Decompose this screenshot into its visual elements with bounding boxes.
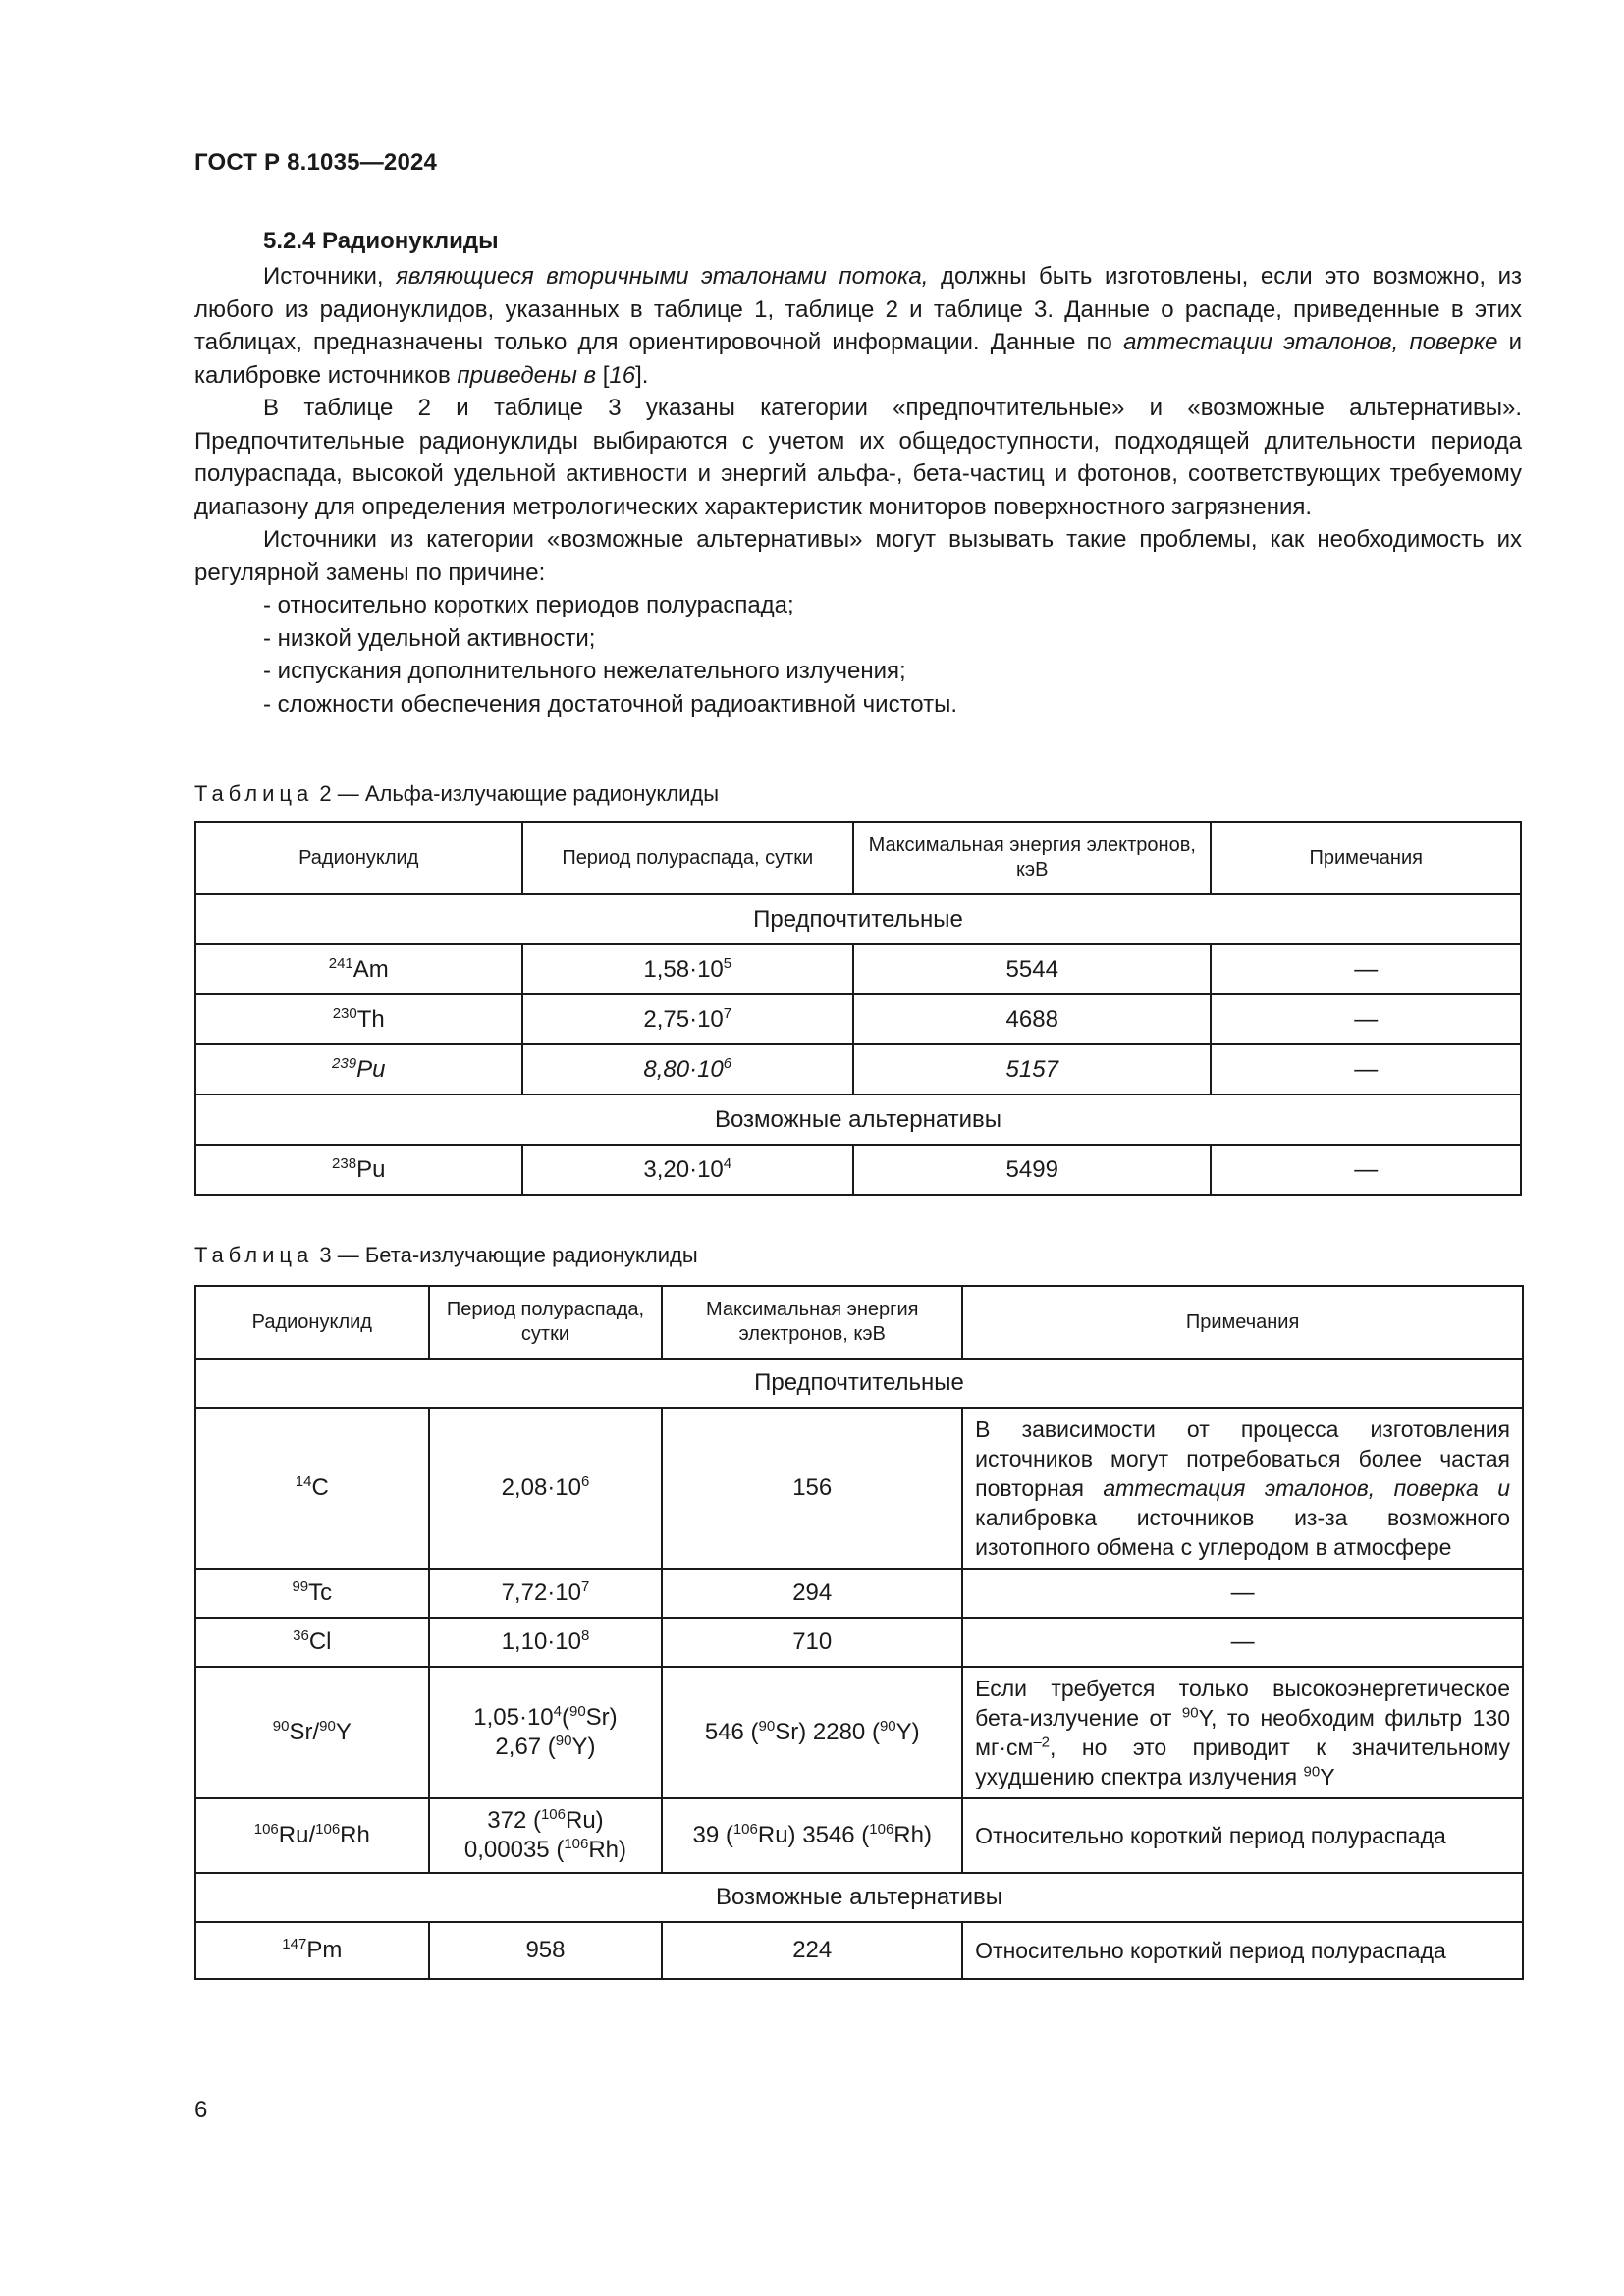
cell-half-life: $2,08\cdot 10^6$ — [429, 1408, 663, 1569]
cell-half-life: 372 ($^{106}$Ru) 0,00035 ($^{106}$Rh) — [429, 1798, 663, 1873]
cell-nuclide: $^{238}$Pu — [195, 1145, 522, 1195]
table-beta — [194, 1285, 1524, 1980]
cell-note: — — [1211, 1145, 1521, 1195]
header-max-energy: Максимальная энергия электронов, кэВ — [662, 1286, 962, 1359]
list-item: - низкой удельной активности; — [263, 622, 1522, 656]
cell-half-life: 958 — [429, 1922, 663, 1979]
table-row — [195, 1798, 1523, 1873]
cell-energy: 294 — [662, 1569, 962, 1618]
header-max-energy: Максимальная энергия электронов, кэВ — [853, 822, 1211, 894]
cell-nuclide: $^{106}$Ru/$^{106}$Rh — [195, 1798, 429, 1873]
table-row — [195, 1569, 1523, 1618]
cell-nuclide: $^{14}$C — [195, 1408, 429, 1569]
cell-nuclide: $^{36}$Cl — [195, 1618, 429, 1667]
header-notes: Примечания — [962, 1286, 1523, 1359]
group-label: Возможные альтернативы — [195, 1873, 1523, 1922]
cell-energy: 224 — [662, 1922, 962, 1979]
list-item: - испускания дополнительного нежелательного излучения; — [263, 655, 1522, 688]
cell-half-life: $1,10\cdot 10^8$ — [429, 1618, 663, 1667]
group-row-preferred — [195, 1359, 1523, 1408]
group-label: Предпочтительные — [195, 1359, 1523, 1408]
cell-energy: 546 ($^{90}$Sr) 2280 ($^{90}$Y) — [662, 1667, 962, 1798]
cell-nuclide: $^{239}$Pu — [195, 1044, 522, 1095]
table3-caption: Таблица 3 — Бета-излучающие радионуклиды — [194, 1243, 698, 1267]
table-row — [195, 1618, 1523, 1667]
group-label: Возможные альтернативы — [195, 1095, 1521, 1145]
group-row-alternatives — [195, 1873, 1523, 1922]
table-row — [195, 1922, 1523, 1979]
cell-note: В зависимости от процесса изготовления источников могут потребоваться более частая повторная аттестация эталонов, поверка и калибровка источников из-за возможного изотопного обмена с углеродом в атмосфере — [962, 1408, 1523, 1569]
section-title: 5.2.4 Радионуклиды — [263, 228, 499, 254]
cell-energy: 710 — [662, 1618, 962, 1667]
cell-energy: 5544 — [853, 944, 1211, 994]
group-row-preferred — [195, 894, 1521, 944]
cell-nuclide: $^{241}$Am — [195, 944, 522, 994]
cell-nuclide: $^{99}$Tc — [195, 1569, 429, 1618]
header-notes: Примечания — [1211, 822, 1521, 894]
cell-note: — — [1211, 1044, 1521, 1095]
table-row — [195, 1667, 1523, 1798]
cell-nuclide: $^{90}$Sr/$^{90}$Y — [195, 1667, 429, 1798]
cell-nuclide: $^{147}$Pm — [195, 1922, 429, 1979]
table-row — [195, 994, 1521, 1044]
cell-energy: 4688 — [853, 994, 1211, 1044]
group-label: Предпочтительные — [195, 894, 1521, 944]
cell-note: — — [1211, 944, 1521, 994]
cell-note: Если требуется только высокоэнергетическое бета-излучение от $^{90}$Y, то необходим фильтр 130 $мг\cdot см^{-2}$, но это приводит к значительному ухудшению спектра излучения $^{90}$Y — [962, 1667, 1523, 1798]
table-header-row — [195, 1286, 1523, 1359]
body-text — [194, 260, 1522, 721]
cell-note: Относительно короткий период полураспада — [962, 1798, 1523, 1873]
cell-half-life: $8,80\cdot 10^6$ — [522, 1044, 854, 1095]
cell-half-life: $7,72\cdot 10^7$ — [429, 1569, 663, 1618]
header-radionuclide: Радионуклид — [195, 1286, 429, 1359]
table-row — [195, 944, 1521, 994]
cell-note: — — [1211, 994, 1521, 1044]
cell-energy: 156 — [662, 1408, 962, 1569]
page-number: 6 — [194, 2097, 208, 2123]
table-row — [195, 1044, 1521, 1095]
cell-energy: 5499 — [853, 1145, 1211, 1195]
cell-note: — — [962, 1569, 1523, 1618]
list-item: - относительно коротких периодов полураспада; — [263, 589, 1522, 622]
reasons-list — [194, 589, 1522, 721]
header-half-life: Период полураспада, сутки — [429, 1286, 663, 1359]
table-row — [195, 1408, 1523, 1569]
cell-half-life: $1,58\cdot 10^5$ — [522, 944, 854, 994]
header-radionuclide: Радионуклид — [195, 822, 522, 894]
document-code: ГОСТ Р 8.1035—2024 — [194, 149, 438, 176]
cell-half-life: $3,20\cdot 10^4$ — [522, 1145, 854, 1195]
group-row-alternatives — [195, 1095, 1521, 1145]
header-half-life: Период полураспада, сутки — [522, 822, 854, 894]
table-row — [195, 1145, 1521, 1195]
paragraph-1: Источники, являющиеся вторичными эталонами потока, должны быть изготовлены, если это возможно, из любого из радионуклидов, указанных в таблице 1, таблице 2 и таблице 3. Данные о распаде, приведенные в этих таблицах, предназначены только для ориентировочной информации. Данные по аттестации эталонов, поверке и калибровке источников приведены в [16]. — [194, 263, 1522, 389]
list-item: - сложности обеспечения достаточной радиоактивной чистоты. — [263, 688, 1522, 721]
cell-note: — — [962, 1618, 1523, 1667]
table-header-row — [195, 822, 1521, 894]
cell-energy: 5157 — [853, 1044, 1211, 1095]
table2-caption: Таблица 2 — Альфа-излучающие радионуклиды — [194, 781, 720, 806]
cell-nuclide: $^{230}$Th — [195, 994, 522, 1044]
table-alpha — [194, 821, 1522, 1196]
cell-half-life: $2,75\cdot 10^7$ — [522, 994, 854, 1044]
paragraph-3: Источники из категории «возможные альтернативы» могут вызывать такие проблемы, как необходимость их регулярной замены по причине: — [194, 526, 1522, 586]
cell-energy: 39 ($^{106}$Ru) 3546 ($^{106}$Rh) — [662, 1798, 962, 1873]
cell-half-life: $1,05\cdot 10^4(^{90}Sr)$ 2,67 ($^{90}$Y) — [429, 1667, 663, 1798]
cell-note: Относительно короткий период полураспада — [962, 1922, 1523, 1979]
paragraph-2: В таблице 2 и таблице 3 указаны категории «предпочтительные» и «возможные альтернативы». Предпочтительные радионуклиды выбираются с учетом их общедоступности, подходящей длительности периода полураспада, высокой удельной активности и энергий альфа-, бета-частиц и фотонов, соответствующих требуемому диапазону для определения метрологических характеристик мониторов поверхностного загрязнения. — [194, 395, 1522, 520]
